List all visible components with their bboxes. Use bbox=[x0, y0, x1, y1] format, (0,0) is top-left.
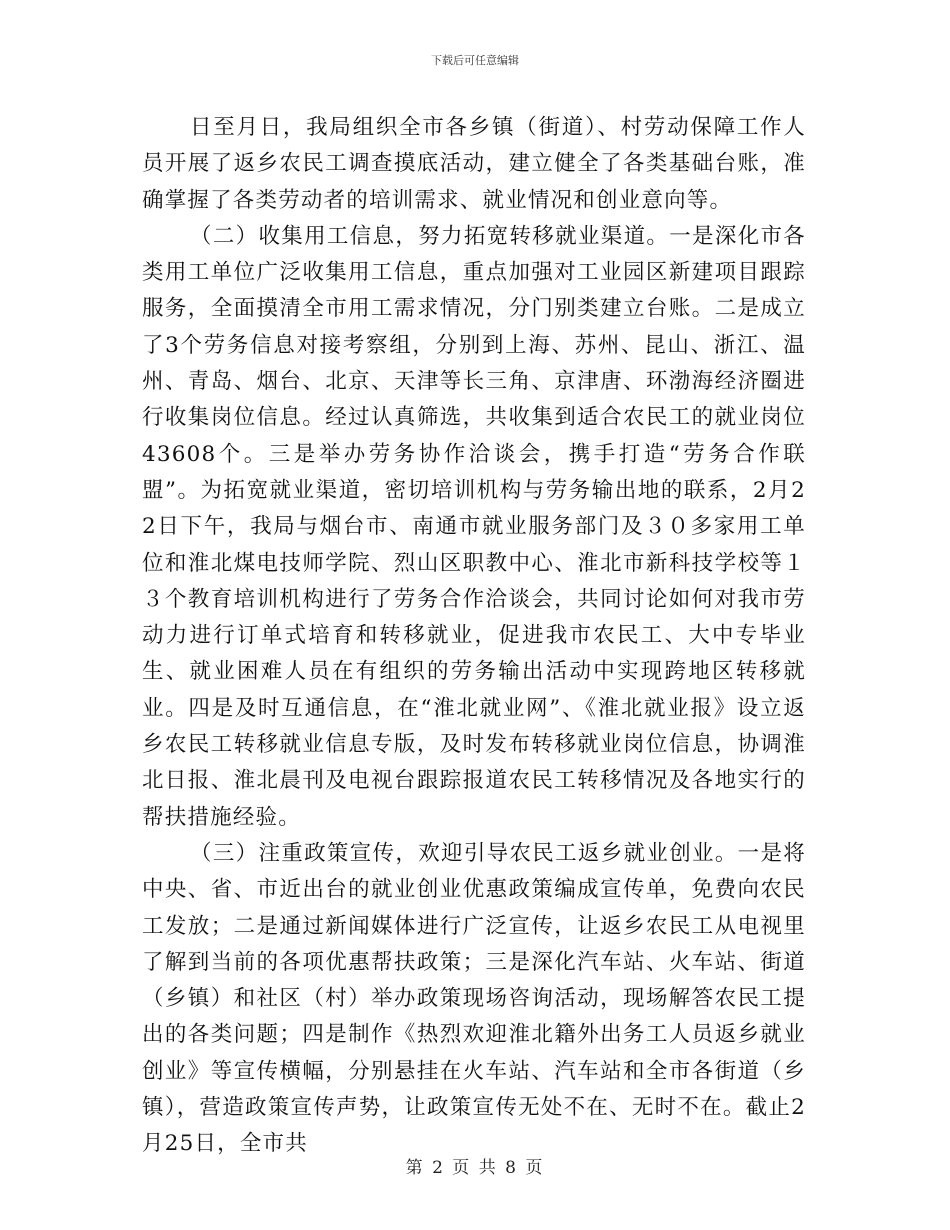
page-header-note: 下载后可任意编辑 bbox=[431, 54, 519, 67]
paragraph-section-three: （三）注重政策宣传，欢迎引导农民工返乡就业创业。一是将中央、省、市近出台的就业创业优惠政策编成宣传单，免费向农民工发放；二是通过新闻媒体进行广泛宣传，让返乡农民工从电视里了解到当前的各项优惠帮扶政策；三是深化汽车站、火车站、街道（乡镇）和社区（村）举办政策现场咨询活动，现场解答农民工提出的各类问题；四是制作《热烈欢迎淮北籍外出务工人员返乡就业创业》等宣传横幅，分别悬挂在火车站、汽车站和全市各街道（乡镇），营造政策宣传声势，让政策宣传无处不在、无时不在。截止2月25日，全市共 bbox=[142, 840, 806, 1157]
paragraph-section-two: （二）收集用工信息，努力拓宽转移就业渠道。一是深化市各类用工单位广泛收集用工信息，重点加强对工业园区新建项目跟踪服务，全面摸清全市用工需求情况，分门别类建立台账。二是成立了3个劳务信息对接考察组，分别到上海、苏州、昆山、浙江、温州、青岛、烟台、北京、天津等长三角、京津唐、环渤海经济圈进行收集岗位信息。经过认真筛选，共收集到适合农民工的就业岗位43608个。三是举办劳务协作洽谈会，携手打造“劳务合作联盟”。为拓宽就业渠道，密切培训机构与劳务输出地的联系，2月22日下午，我局与烟台市、南通市就业服务部门及３０多家用工单位和淮北煤电技师学院、烈山区职教中心、淮北市新科技学校等１３个教育培训机构进行了劳务合作洽谈会，共同讨论如何对我市劳动力进行订单式培育和转移就业，促进我市农民工、大中专毕业生、就业困难人员在有组织的劳务输出活动中实现跨地区转移就业。四是及时互通信息，在“淮北就业网”、《淮北就业报》设立返乡农民工转移就业信息专版，及时发布转移就业岗位信息，协调淮北日报、淮北晨刊及电视台跟踪报道农民工转移情况及各地实行的帮扶措施经验。 bbox=[142, 223, 806, 830]
document-body bbox=[142, 110, 806, 1163]
paragraph-survey-continuation: 日至月日，我局组织全市各乡镇（街道）、村劳动保障工作人员开展了返乡农民工调查摸底活动，建立健全了各类基础台账，准确掌握了各类劳动者的培训需求、就业情况和创业意向等。 bbox=[142, 115, 806, 213]
page-number-footer: 第 2 页 共 8 页 bbox=[405, 1158, 545, 1178]
